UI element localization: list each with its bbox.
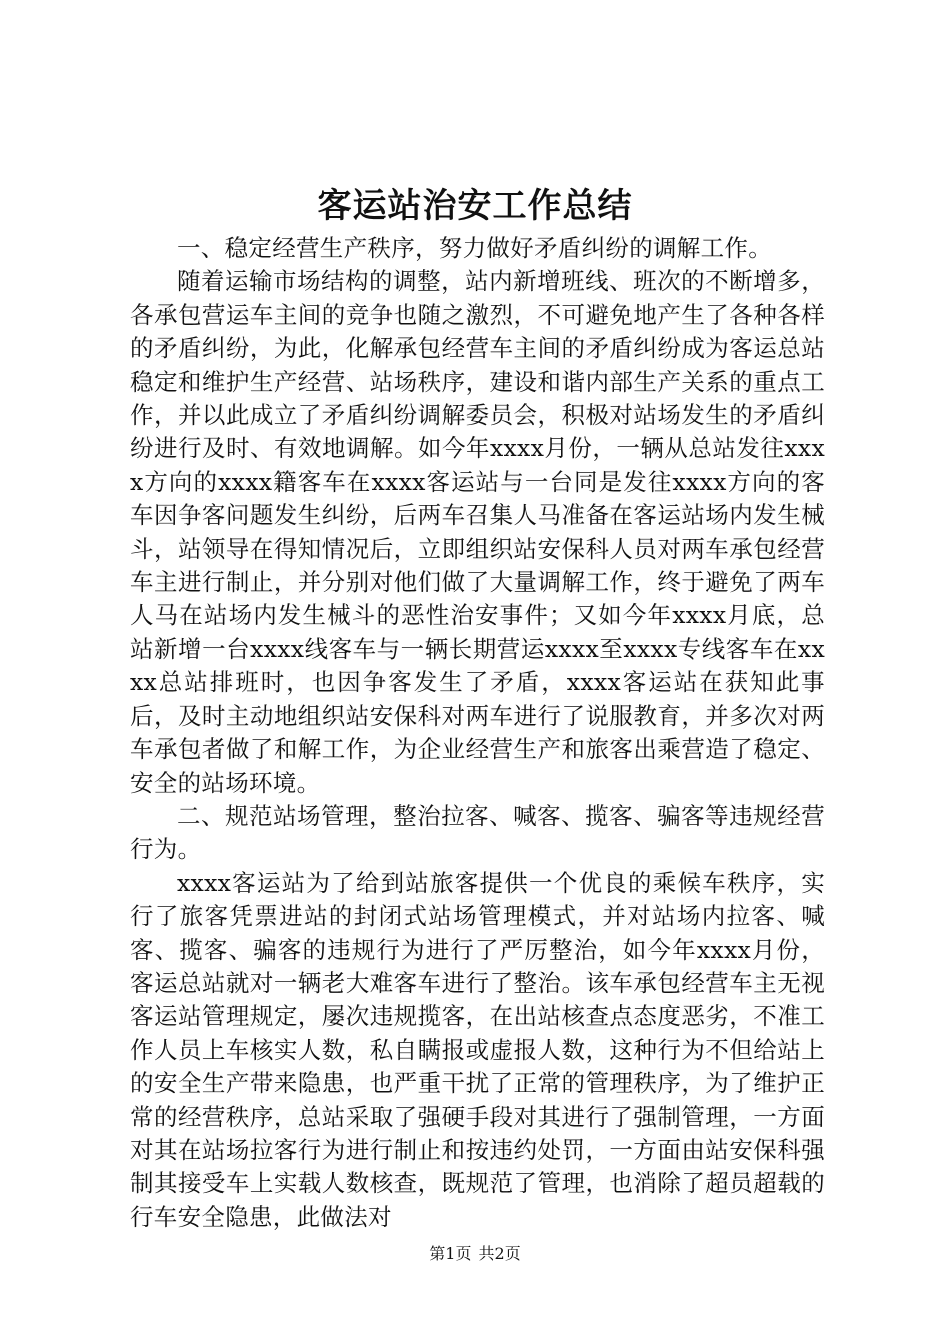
- document-body: [130, 232, 825, 1234]
- page-number: 第1页: [429, 1244, 472, 1263]
- page-total: 共2页: [478, 1244, 521, 1263]
- paragraph-1: 随着运输市场结构的调整，站内新增班线、班次的不断增多，各承包营运车主间的竞争也随之激烈，不可避免地产生了各种各样的矛盾纠纷，为此，化解承包经营车主间的矛盾纠纷成为客运总站稳定和维护生产经营、站场秩序，建设和谐内部生产关系的重点工作，并以此成立了矛盾纠纷调解委员会，积极对站场发生的矛盾纠纷进行及时、有效地调解。如今年xxxx月份，一辆从总站发往xxxx方向的xxxx籍客车在xxxx客运站与一台同是发往xxxx方向的客车因争客问题发生纠纷，后两车召集人马准备在客运站场内发生械斗，站领导在得知情况后，立即组织站安保科人员对两车承包经营车主进行制止，并分别对他们做了大量调解工作，终于避免了两车人马在站场内发生械斗的恶性治安事件；又如今年xxxx月底，总站新增一台xxxx线客车与一辆长期营运xxxx至xxxx专线客车在xxxx总站排班时，也因争客发生了矛盾，xxxx客运站在获知此事后，及时主动地组织站安保科对两车进行了说服教育，并多次对两车承包者做了和解工作，为企业经营生产和旅客出乘营造了稳定、安全的站场环境。: [130, 267, 825, 797]
- section-heading-2: 二、规范站场管理，整治拉客、喊客、揽客、骗客等违规经营行为。: [130, 801, 825, 864]
- section-heading-1: 一、稳定经营生产秩序，努力做好矛盾纠纷的调解工作。: [177, 234, 772, 262]
- paragraph-2: xxxx客运站为了给到站旅客提供一个优良的乘候车秩序，实行了旅客凭票进站的封闭式站场管理模式，并对站场内拉客、喊客、揽客、骗客的违规行为进行了严厉整治，如今年xxxx月份，客运总站就对一辆老大难客车进行了整治。该车承包经营车主无视客运站管理规定，屡次违规揽客，在出站核查点态度恶劣，不准工作人员上车核实人数，私自瞒报或虚报人数，这种行为不但给站上的安全生产带来隐患，也严重干扰了正常的管理秩序，为了维护正常的经营秩序，总站采取了强硬手段对其进行了强制管理，一方面对其在站场拉客行为进行制止和按违约处罚，一方面由站安保科强制其接受车上实载人数核查，既规范了管理，也消除了超员超载的行车安全隐患，此做法对: [130, 868, 825, 1231]
- page-footer: [0, 1244, 950, 1264]
- document-title: 客运站治安工作总结: [317, 186, 633, 226]
